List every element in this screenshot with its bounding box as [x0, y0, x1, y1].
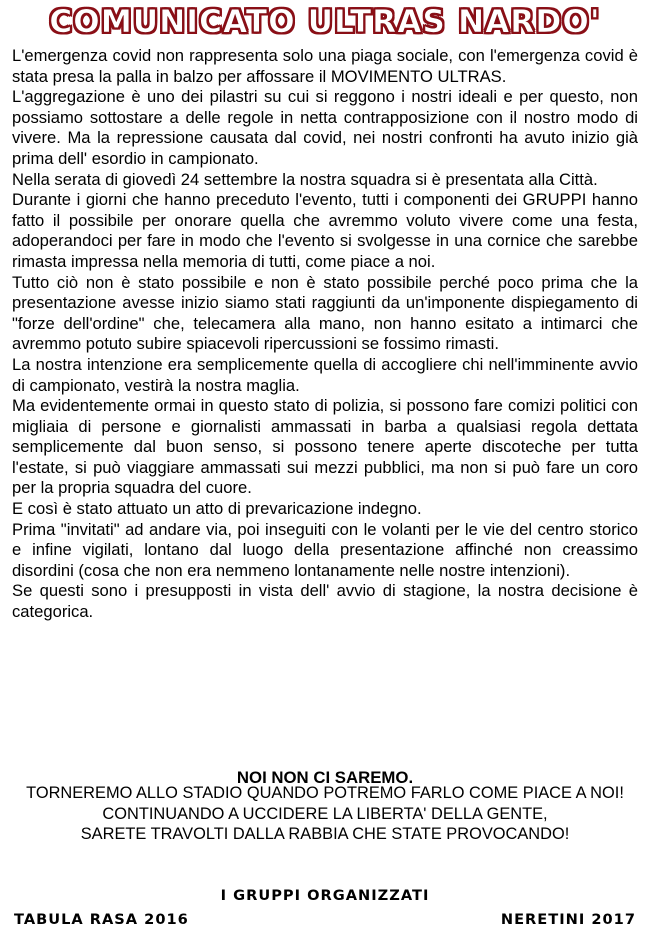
signature-groups: I GRUPPI ORGANIZZATI — [220, 887, 430, 904]
paragraph: Ma evidentemente ormai in questo stato di polizia, si possono fare comizi politici con migliaia di persone e giornalisti ammassati in barba a qualsiasi regola dettata semplicemente dal buon senso, si possono tenere aperte discoteche per tutta l'estate, si può viaggiare ammassati sui mezzi pubblici, ma non si può fare un coro per la propria squadra del cuore. — [12, 396, 638, 498]
paragraph: Se questi sono i presupposti in vista dell' avvio di stagione, la nostra decisione è categorica. — [12, 581, 638, 622]
closing-line: TORNEREMO ALLO STADIO QUANDO POTREMO FARLO COME PIACE A NOI! — [26, 784, 624, 802]
signature-left: TABULA RASA 2016 — [14, 911, 189, 928]
closing-line: CONTINUANDO A UCCIDERE LA LIBERTA' DELLA GENTE, — [102, 804, 548, 823]
paragraph: L'aggregazione è uno dei pilastri su cui si reggono i nostri ideali e per questo, non possiamo sottostare a delle regole in netta contrapposizione con il nostro modo di vivere. Ma la repressione causata dal covid, nei nostri confronti ha avuto inizio già prima dell' esordio in campionato. — [12, 87, 638, 168]
closing-line: SARETE TRAVOLTI DALLA RABBIA CHE STATE PROVOCANDO! — [80, 825, 570, 844]
closing-statement — [20, 783, 630, 845]
declaration: NOI NON CI SAREMO. — [236, 768, 414, 787]
paragraph: L'emergenza covid non rappresenta solo una piaga sociale, con l'emergenza covid è stata presa la palla in balzo per affossare il MOVIMENTO ULTRAS. — [12, 46, 638, 86]
paragraph: E così è stato attuato un atto di prevaricazione indegno. — [12, 499, 422, 519]
paragraph: Nella serata di giovedì 24 settembre la nostra squadra si è presentata alla Città. — [12, 169, 598, 189]
paragraph: Tutto ciò non è stato possibile e non è stato possibile perché poco prima che la presentazione avesse inizio siamo stati raggiunti da un'imponente dispiegamento di "forze dell'ordine" che, telecamera alla mano, non hanno esitato a intimarci che avremmo potuto subire spiacevoli ripercussioni se fossimo rimasti. — [12, 272, 638, 354]
document-title — [0, 2, 650, 42]
title-text: COMUNICATO ULTRAS NARDO' — [49, 4, 601, 40]
paragraph: Durante i giorni che hanno preceduto l'evento, tutti i componenti dei GRUPPI hanno fatto il possibile per onorare quella che avremmo voluto vivere come una festa, adoperandoci per fare in modo che l'evento si svolgesse in una cornice che sarebbe rimasta impressa nella memoria di tutti, come piace a noi. — [12, 190, 638, 271]
signature-right: NERETINI 2017 — [500, 911, 636, 928]
paragraph: La nostra intenzione era semplicemente quella di accogliere chi nell'imminente avvio di campionato, vestirà la nostra maglia. — [12, 354, 638, 395]
communique-body — [12, 46, 638, 623]
paragraph: Prima "invitati" ad andare via, poi inseguiti con le volanti per le vie del centro storico e infine vigilati, lontano dal luogo della presentazione affinché non creassimo disordini (cosa che non era nemmeno lontanamente nelle nostre intenzioni). — [12, 519, 638, 580]
